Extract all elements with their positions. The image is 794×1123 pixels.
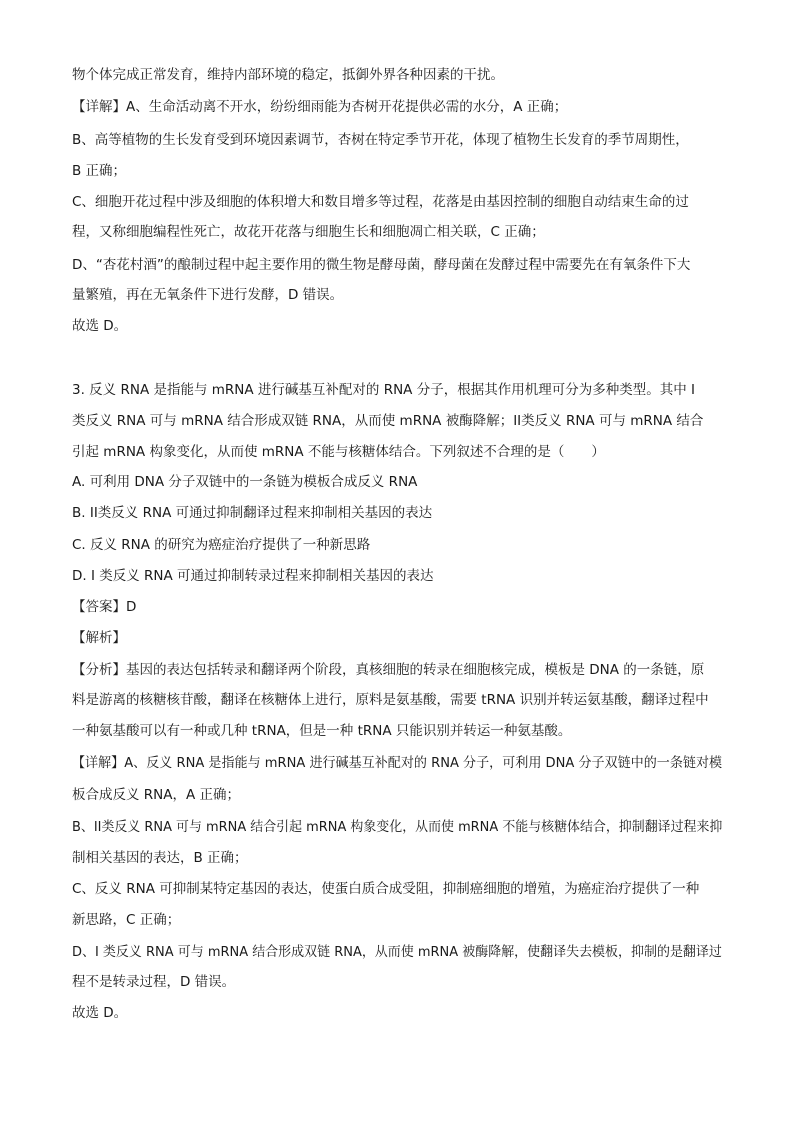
answer-label: 【答案】D (72, 599, 137, 615)
detail-line: 程不是转录过程，D 错误。 (72, 974, 236, 990)
detail-line: 制相关基因的表达，B 正确； (72, 850, 248, 866)
detail-line: 新思路，C 正确； (72, 912, 181, 928)
analysis-heading: 【解析】 (72, 630, 126, 646)
detail-line: B、II类反义 RNA 可与 mRNA 结合引起 mRNA 构象变化，从而使 mRNA 不能与核糖体结合，抑制翻译过程来抑 (72, 819, 723, 835)
prev-detail-line: 程，又称细胞编程性死亡，故花开花落与细胞生长和细胞凋亡相关联，C 正确； (72, 224, 545, 240)
option-c: C. 反义 RNA 的研究为癌症治疗提供了一种新思路 (72, 537, 371, 553)
question-stem-line: 类反义 RNA 可与 mRNA 结合形成双链 RNA，从而使 mRNA 被酶降解；II类反义 RNA 可与 mRNA 结合 (72, 413, 704, 429)
question-stem-line: 3. 反义 RNA 是指能与 mRNA 进行碱基互补配对的 RNA 分子，根据其作用机理可分为多种类型。其中 I (72, 382, 695, 398)
option-d: D. I 类反义 RNA 可通过抑制转录过程来抑制相关基因的表达 (72, 568, 434, 584)
question-stem-line: 引起 mRNA 构象变化，从而使 mRNA 不能与核糖体结合。下列叙述不合理的是（ ） (72, 444, 605, 460)
prev-detail-line: B、高等植物的生长发育受到环境因素调节，杏树在特定季节开花，体现了植物生长发育的季节周期性， (72, 132, 689, 148)
prev-detail-line: B 正确； (72, 163, 127, 179)
detail-line: C、反义 RNA 可抑制某特定基因的表达，使蛋白质合成受阻，抑制癌细胞的增殖，为癌症治疗提供了一种 (72, 881, 700, 897)
prev-detail-line: D、“杏花村酒”的酿制过程中起主要作用的微生物是酵母菌，酵母菌在发酵过程中需要先在有氧条件下大 (72, 257, 691, 273)
analysis-line: 料是游离的核糖核苷酸，翻译在核糖体上进行，原料是氨基酸，需要 tRNA 识别并转运氨基酸，翻译过程中 (72, 692, 709, 708)
analysis-line: 一种氨基酸可以有一种或几种 tRNA，但是一种 tRNA 只能识别并转运一种氨基酸。 (72, 723, 572, 739)
analysis-line: 【分析】基因的表达包括转录和翻译两个阶段，真核细胞的转录在细胞核完成，模板是 DNA 的一条链，原 (72, 662, 705, 678)
prev-analysis-tail: 物个体完成正常发育，维持内部环境的稳定，抵御外界各种因素的干扰。 (72, 67, 504, 83)
prev-detail-line: 【详解】A、生命活动离不开水，纷纷细雨能为杏树开花提供必需的水分，A 正确； (72, 99, 568, 115)
detail-line: 板合成反义 RNA，A 正确； (72, 787, 241, 803)
option-a: A. 可利用 DNA 分子双链中的一条链为模板合成反义 RNA (72, 474, 418, 490)
final-choice: 故选 D。 (72, 1005, 128, 1021)
prev-detail-line: 量繁殖，再在无氧条件下进行发酵，D 错误。 (72, 287, 344, 303)
detail-line: D、I 类反义 RNA 可与 mRNA 结合形成双链 RNA，从而使 mRNA 被酶降解，使翻译失去模板，抑制的是翻译过 (72, 944, 722, 960)
detail-line: 【详解】A、反义 RNA 是指能与 mRNA 进行碱基互补配对的 RNA 分子，可利用 DNA 分子双链中的一条链对模 (72, 755, 723, 771)
prev-choice: 故选 D。 (72, 318, 128, 334)
option-b: B. II类反义 RNA 可通过抑制翻译过程来抑制相关基因的表达 (72, 505, 433, 521)
prev-detail-line: C、细胞开花过程中涉及细胞的体积增大和数目增多等过程，花落是由基因控制的细胞自动结束生命的过 (72, 194, 689, 210)
